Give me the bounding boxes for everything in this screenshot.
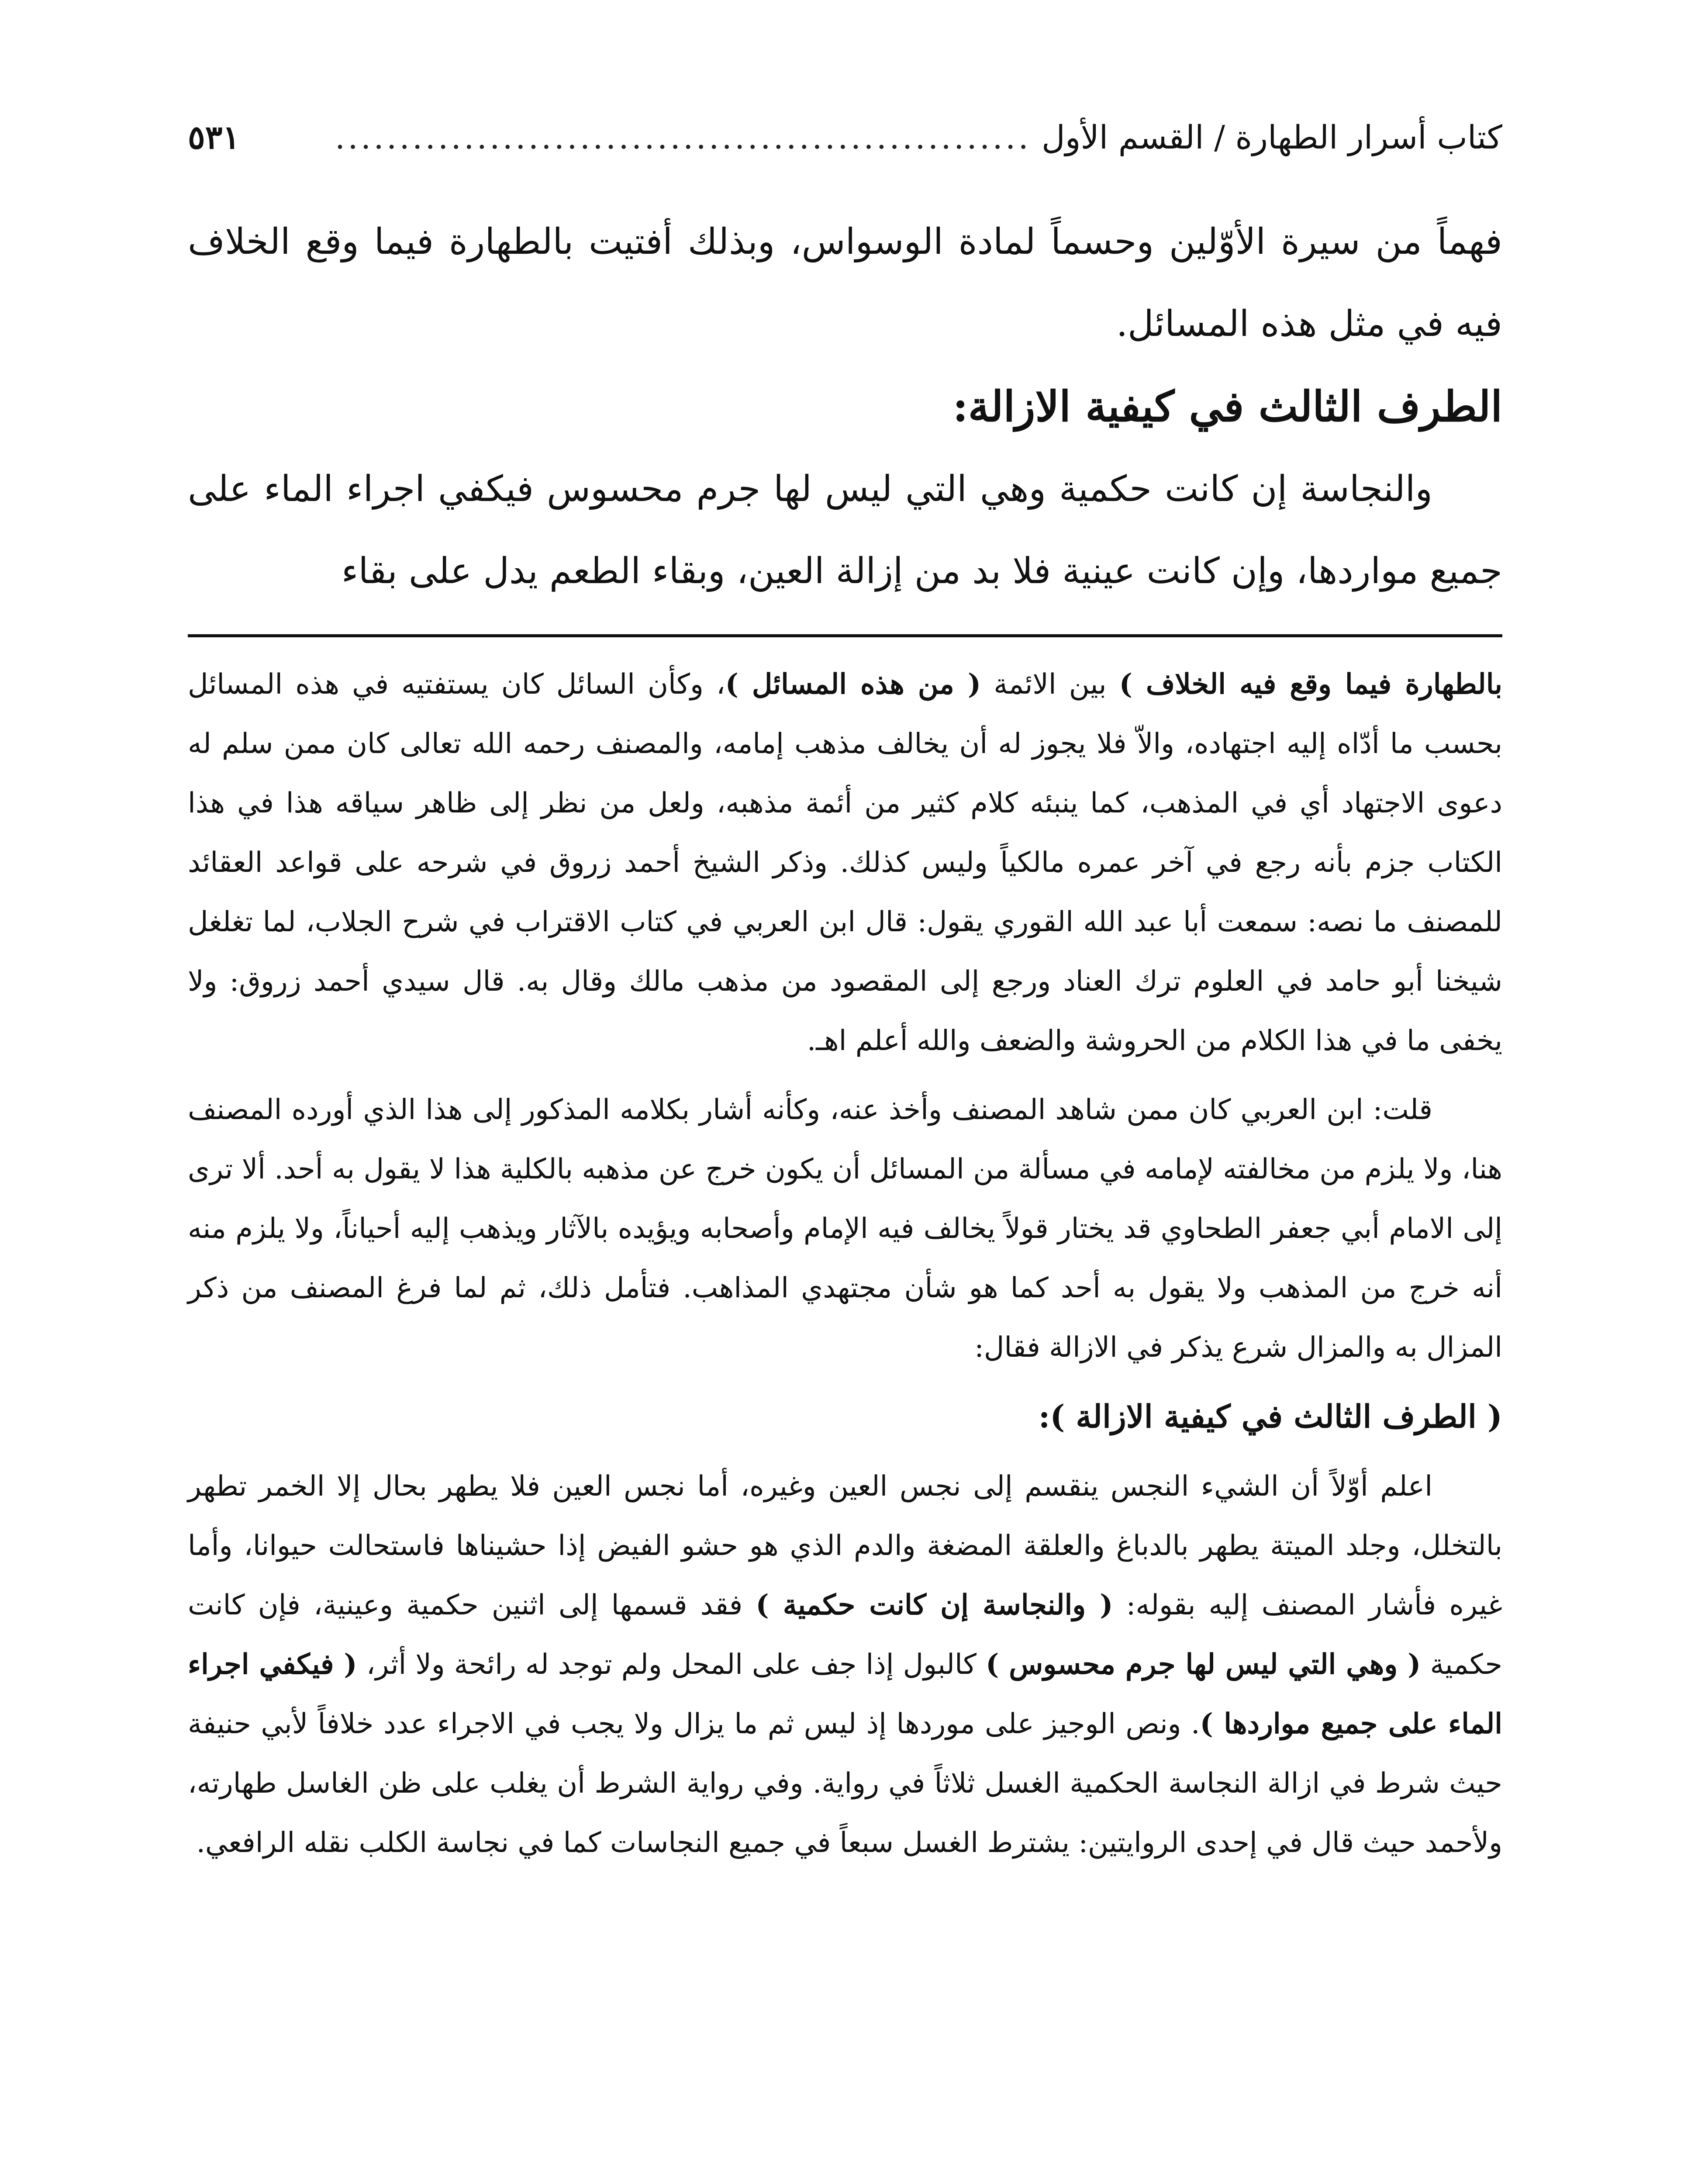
commentary-text-3b: فقد قسمها إلى اثنين حكمية وعينية، فإن كانت حكمية (188, 1589, 1503, 1681)
commentary-paragraph-2: قلت: ابن العربي كان ممن شاهد المصنف وأخذ عنه، وكأنه أشار بكلامه المذكور إلى هذا الذي أورده المصنف هنا، ولا يلزم من مخالفته لإمامه في مسألة من المسائل أن يكون خرج عن مذهبه بالكلية هذا لا يقول به أحد. ألا ترى إلى الامام أبي جعفر الطحاوي قد يختار قولاً يخالف فيه الإمام وأصحابه ويؤيده بالآثار ويذهب إليه أحياناً، ولا يلزم منه أنه خرج من المذهب ولا يقول به أحد كما هو شأن مجتهدي المذاهب. فتأمل ذلك، ثم لما فرغ المصنف من ذكر المزال به والمزال شرع يذكر في الازالة فقال: (188, 1094, 1503, 1364)
commentary-quote-5: ( فيكفي اجراء الماء على جميع مواردها ) (188, 1648, 1503, 1740)
section-heading: الطرف الثالث في كيفية الازالة: (952, 382, 1502, 431)
page-number: ٥٣١ (188, 119, 240, 156)
footnote-divider (188, 634, 1502, 637)
main-text (188, 201, 1502, 612)
commentary-text-3a: اعلم أوّلاً أن الشيء النجس ينقسم إلى نجس العين وغيره، أما نجس العين فلا يطهر بحال إلا الخمر تطهر بالتخلل، وجلد الميتة يطهر بالدباغ والعلقة المضغة والدم الذي هو حشو الفيض إذا حشيناها فاستحالت حيوانا، وأما غيره فأشار المصنف إليه بقوله: (188, 1470, 1503, 1621)
commentary-paragraph-3 (188, 1457, 1502, 1873)
running-header (188, 109, 1502, 166)
commentary-quote-1: بالطهارة فيما وقع فيه الخلاف ) (1119, 668, 1503, 701)
commentary-text-3c: كالبول إذا جف على المحل ولم توجد له رائحة ولا أثر، (357, 1648, 986, 1681)
commentary (188, 655, 1502, 1873)
commentary-text-1a: بين الائمة (981, 668, 1119, 701)
main-paragraph-2: والنجاسة إن كانت حكمية وهي التي ليس لها جرم محسوس فيكفي اجراء الماء على جميع مواردها، وإن كانت عينية فلا بد من إزالة العين، وبقاء الطعم يدل على بقاء (188, 468, 1502, 592)
commentary-subheading: ( الطرف الثالث في كيفية الازالة ): (1038, 1398, 1502, 1435)
commentary-quote-4: ( وهي التي ليس لها جرم محسوس ) (985, 1648, 1421, 1681)
commentary-text-1b: ، وكأن السائل كان يستفتيه في هذه المسائل بحسب ما أدّاه إليه اجتهاده، والاّ فلا يجوز له أن يخالف مذهب إمامه، والمصنف رحمه الله تعالى كان ممن سلم له دعوى الاجتهاد أي في المذهب، كما ينبئه كلام كثير من أئمة مذهبه، ولعل من نظر إلى ظاهر سياقه هذا في هذا الكتاب جزم بأنه رجع في آخر عمره مالكياً وليس كذلك. وذكر الشيخ أحمد زروق في شرحه على قواعد العقائد للمصنف ما نصه: سمعت أبا عبد الله القوري يقول: قال ابن العربي في كتاب الاقتراب في شرح الجلاب، لما تغلغل شيخنا أبو حامد في العلوم ترك العناد ورجع إلى المقصود من مذهب مالك وقال به. قال سيدي أحمد زروق: ولا يخفى ما في هذا الكلام من الحروشة والضعف والله أعلم اهـ. (188, 668, 1503, 1057)
main-paragraph-1: فهماً من سيرة الأوّلين وحسماً لمادة الوسواس، وبذلك أفتيت بالطهارة فيما وقع الخلاف فيه في مثل هذه المسائل. (188, 221, 1502, 345)
commentary-text-3d: . ونص الوجيز على موردها إذ ليس ثم ما يزال ولا يجب في الاجراء عدد خلافاً لأبي حنيفة حيث شرط في ازالة النجاسة الحكمية الغسل ثلاثاً في رواية. وفي رواية الشرط أن يغلب على ظن الغاسل طهارته، ولأحمد حيث قال في إحدى الروايتين: يشترط الغسل سبعاً في جميع النجاسات كما في نجاسة الكلب نقله الرافعي. (188, 1708, 1502, 1859)
running-header-title: كتاب أسرار الطهارة / القسم الأول (1041, 119, 1502, 156)
commentary-quote-3: ( والنجاسة إن كانت حكمية ) (756, 1589, 1113, 1621)
book-page (188, 109, 1502, 1882)
commentary-paragraph-1 (188, 655, 1502, 1071)
leader-dots: ...................................................... (335, 119, 1031, 156)
commentary-quote-2: ( من هذه المسائل ) (725, 668, 981, 701)
